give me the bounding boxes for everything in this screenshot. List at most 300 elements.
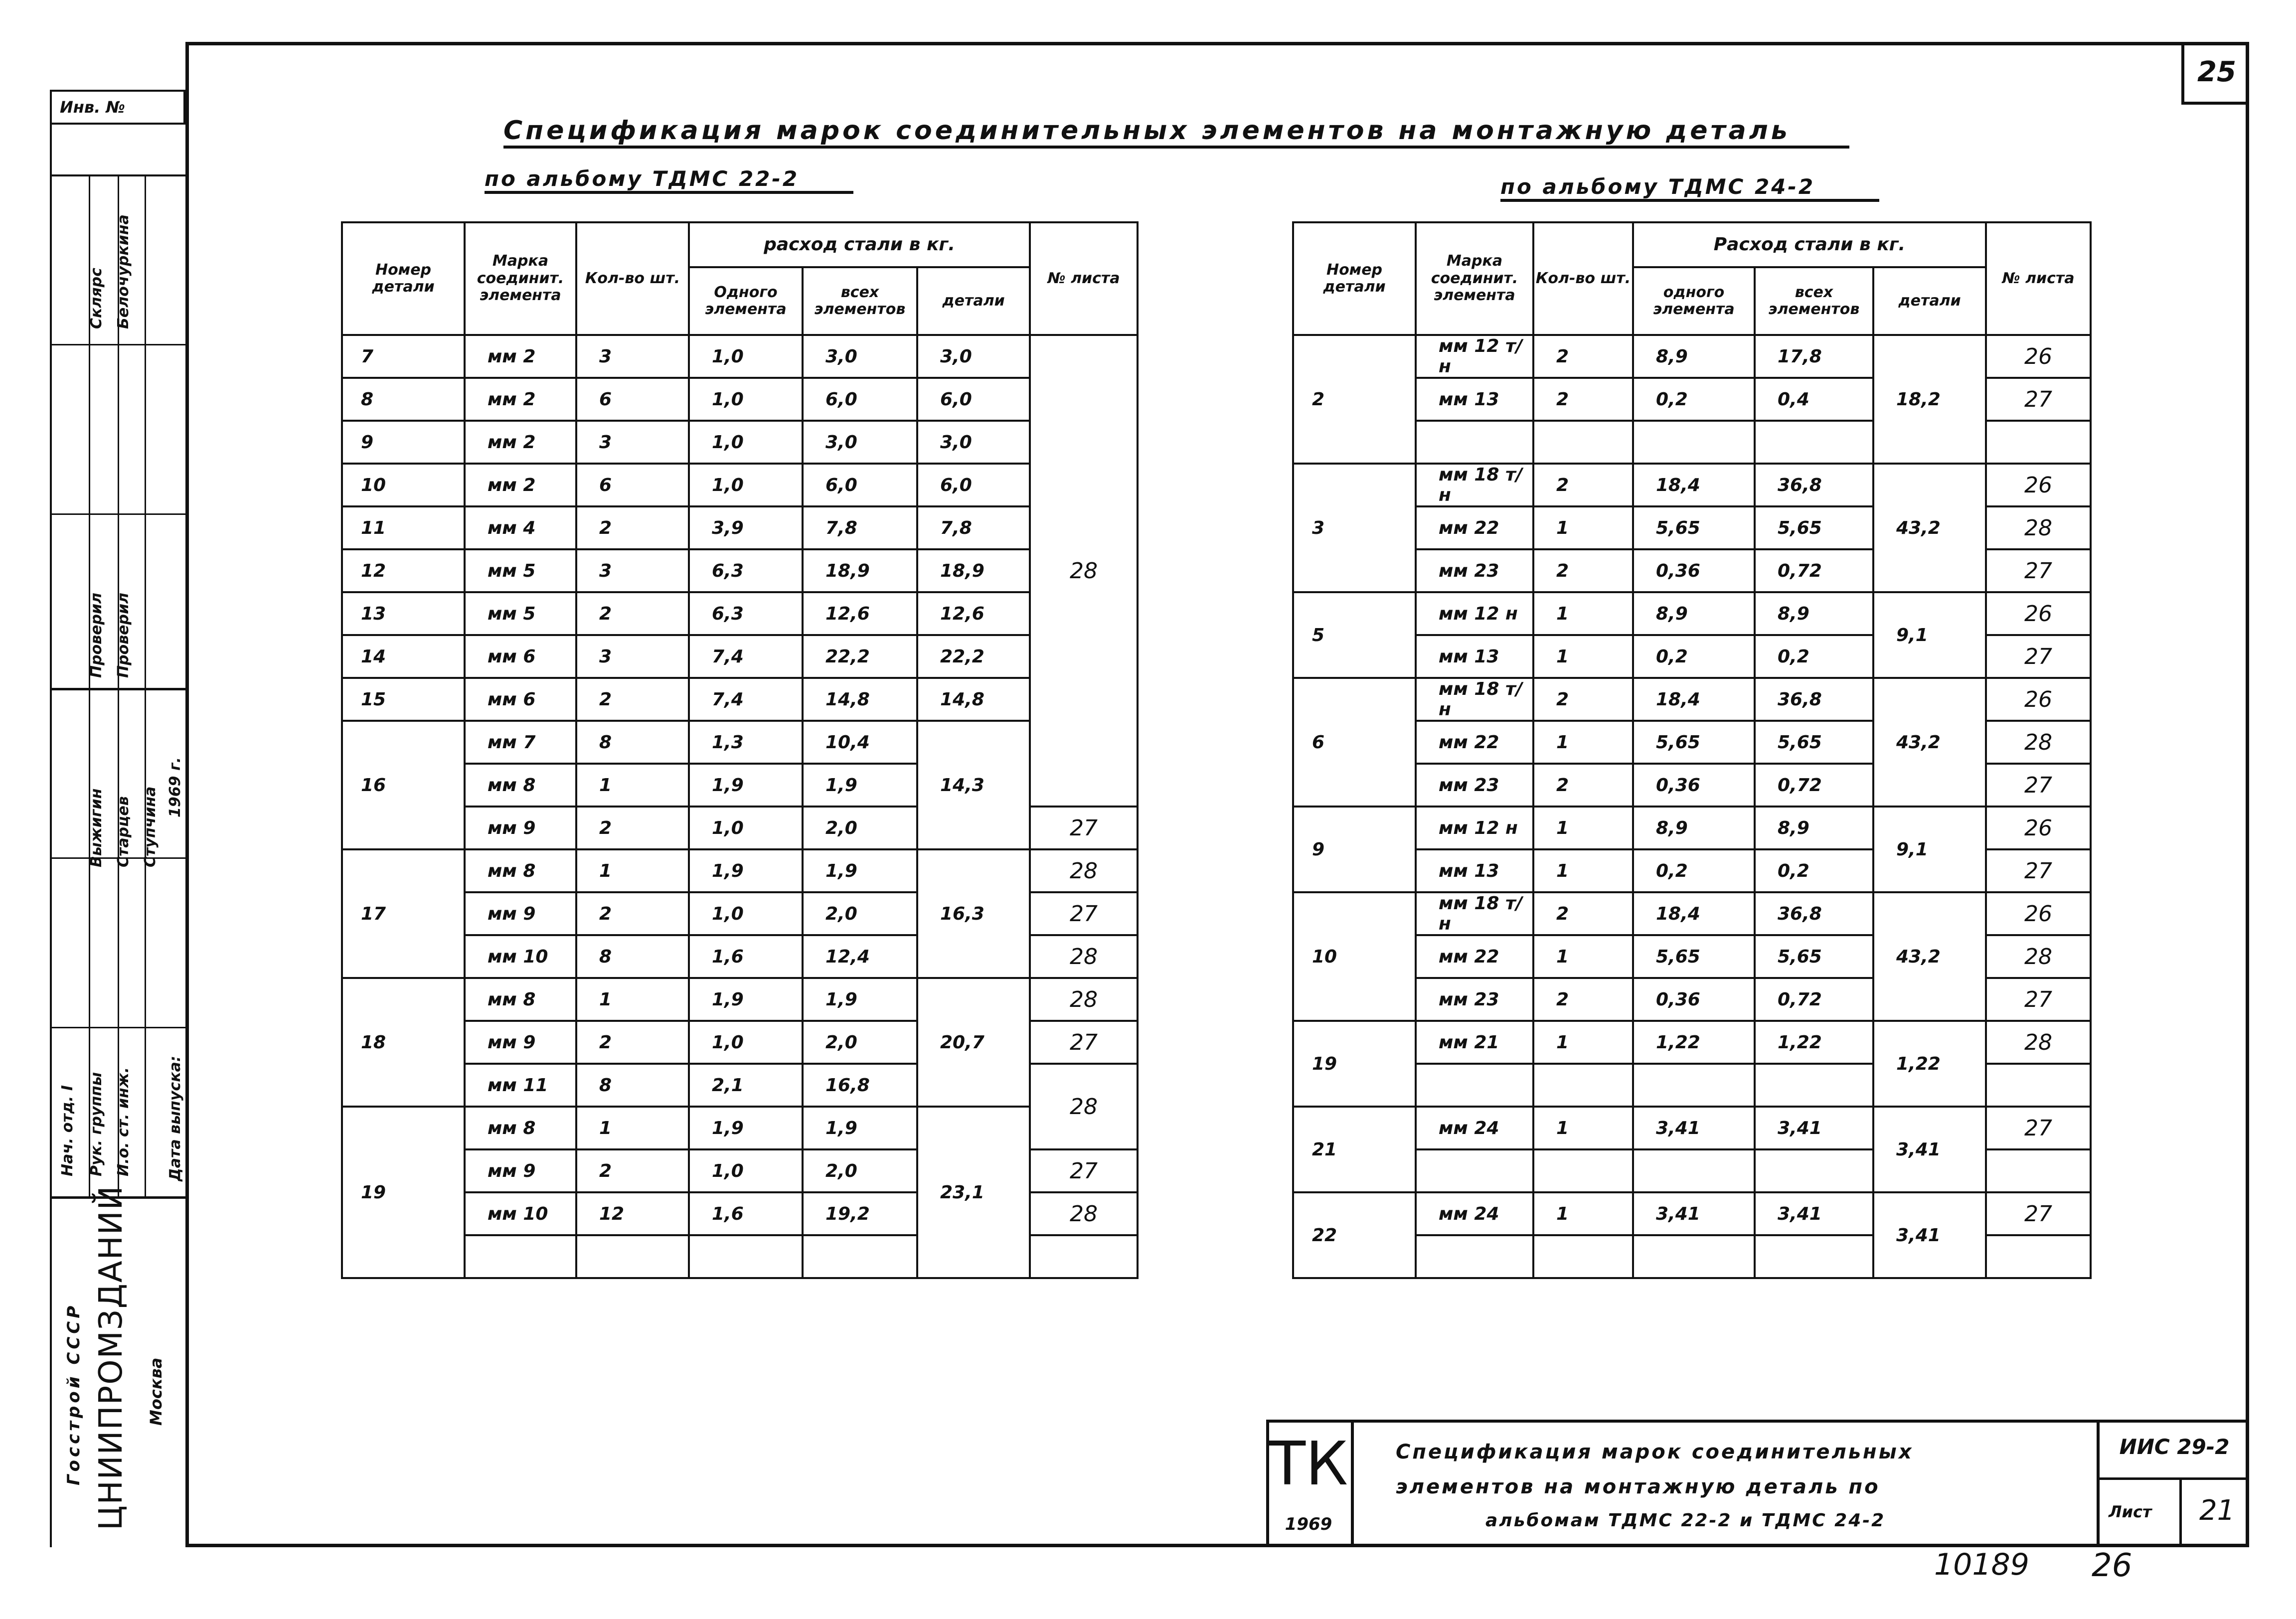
all-elements-mass: 12,4 [803, 935, 917, 978]
qty-cell: 1 [1533, 635, 1633, 678]
col-all: всех элементов [803, 267, 917, 335]
mark-cell [1416, 421, 1533, 464]
detail-number: 14 [342, 635, 465, 678]
left-subtitle: по альбому ТДМС 22-2 [485, 166, 853, 194]
one-element-mass: 1,0 [689, 1021, 803, 1064]
detail-total-mass: 14,3 [917, 721, 1030, 849]
one-element-mass: 1,9 [689, 849, 803, 892]
detail-total-mass: 43,2 [1873, 464, 1986, 592]
col-detail-total: детали [1873, 267, 1986, 335]
one-element-mass [1633, 1235, 1755, 1278]
all-elements-mass: 36,8 [1755, 464, 1873, 506]
sheet-cell: 26 [1986, 807, 2091, 849]
col-qty: Кол-во шт. [1533, 222, 1633, 335]
drawing-code: ИИС 29-2 [2119, 1435, 2230, 1459]
all-elements-mass: 8,9 [1755, 592, 1873, 635]
mark-cell: мм 23 [1416, 978, 1533, 1021]
sheet-cell: 28 [1030, 1192, 1138, 1235]
detail-number: 18 [342, 978, 465, 1107]
one-element-mass: 18,4 [1633, 464, 1755, 506]
one-element-mass: 1,0 [689, 335, 803, 378]
detail-total-mass: 3,0 [917, 421, 1030, 464]
mark-cell: мм 22 [1416, 506, 1533, 549]
tk-cell [1266, 1420, 1354, 1547]
one-element-mass: 8,9 [1633, 592, 1755, 635]
qty-cell: 1 [1533, 721, 1633, 764]
one-element-mass: 1,0 [689, 892, 803, 935]
detail-number: 8 [342, 378, 465, 421]
detail-total-mass: 3,0 [917, 335, 1030, 378]
qty-cell [1533, 421, 1633, 464]
table-row [1293, 1021, 2091, 1064]
detail-number: 10 [342, 464, 465, 506]
all-elements-mass [1755, 421, 1873, 464]
col-sheet: № листа [1030, 222, 1138, 335]
table-row [342, 335, 1138, 378]
mark-cell: мм 8 [465, 849, 576, 892]
sheet-cell: 28 [1030, 978, 1138, 1021]
table-row [1293, 1192, 2091, 1235]
table-row [342, 506, 1138, 549]
detail-number: 22 [1293, 1192, 1416, 1278]
col-mark: Марка соединит. элемента [1416, 222, 1533, 335]
col-sheet: № листа [1986, 222, 2091, 335]
one-element-mass: 0,36 [1633, 764, 1755, 807]
sheet-cell: 27 [1986, 635, 2091, 678]
col-mark: Марка соединит. элемента [465, 222, 576, 335]
detail-number: 19 [1293, 1021, 1416, 1107]
all-elements-mass: 7,8 [803, 506, 917, 549]
qty-cell: 8 [576, 1064, 689, 1107]
all-elements-mass: 3,41 [1755, 1107, 1873, 1149]
title-line-3: альбомам ТДМС 22-2 и ТДМС 24-2 [1485, 1510, 1886, 1531]
one-element-mass: 1,0 [689, 378, 803, 421]
stamp-role-5: Проверил [115, 593, 132, 678]
sheet-cell: 26 [1986, 892, 2091, 935]
all-elements-mass [803, 1235, 917, 1278]
all-elements-mass: 36,8 [1755, 678, 1873, 721]
table-row [1293, 1107, 2091, 1149]
sheet-cell [1986, 1064, 2091, 1107]
mark-cell: мм 9 [465, 1021, 576, 1064]
detail-number: 7 [342, 335, 465, 378]
qty-cell [1533, 1064, 1633, 1107]
sheet-cell: 28 [1030, 935, 1138, 978]
mark-cell: мм 23 [1416, 549, 1533, 592]
one-element-mass: 0,2 [1633, 378, 1755, 421]
mark-cell: мм 21 [1416, 1021, 1533, 1064]
col-detail-no: Номер детали [342, 222, 465, 335]
sheet-cell: 26 [1986, 464, 2091, 506]
stamp-role-3: И.о. ст. инж. [115, 1067, 132, 1176]
qty-cell: 12 [576, 1192, 689, 1235]
detail-total-mass: 6,0 [917, 378, 1030, 421]
table-row [342, 678, 1138, 721]
qty-cell: 2 [1533, 335, 1633, 378]
col-steel: Расход стали в кг. [1633, 222, 1986, 267]
all-elements-mass: 2,0 [803, 807, 917, 849]
detail-total-mass: 43,2 [1873, 892, 1986, 1021]
one-element-mass: 3,41 [1633, 1192, 1755, 1235]
table-row [1293, 464, 2091, 506]
sheet-cell: 27 [1986, 549, 2091, 592]
tk-year: 1969 [1285, 1514, 1332, 1534]
detail-number: 6 [1293, 678, 1416, 807]
mark-cell: мм 11 [465, 1064, 576, 1107]
qty-cell: 2 [1533, 678, 1633, 721]
all-elements-mass: 16,8 [803, 1064, 917, 1107]
one-element-mass: 0,36 [1633, 978, 1755, 1021]
all-elements-mass: 18,9 [803, 549, 917, 592]
mark-cell: мм 9 [465, 892, 576, 935]
one-element-mass: 1,0 [689, 464, 803, 506]
stamp-name-1: Выжигин [88, 788, 105, 867]
one-element-mass: 1,6 [689, 1192, 803, 1235]
detail-total-mass: 18,2 [1873, 335, 1986, 464]
stamp-name-2: Старцев [115, 796, 132, 867]
sheet-cell: 27 [1986, 849, 2091, 892]
qty-cell: 1 [1533, 935, 1633, 978]
qty-cell: 1 [576, 849, 689, 892]
sheet-cell: 27 [1986, 764, 2091, 807]
one-element-mass: 18,4 [1633, 678, 1755, 721]
mark-cell: мм 22 [1416, 721, 1533, 764]
mark-cell: мм 13 [1416, 378, 1533, 421]
table-row [342, 978, 1138, 1021]
stamp-role-1: Нач. отд. I [59, 1085, 76, 1176]
one-element-mass: 7,4 [689, 678, 803, 721]
code-cell [2097, 1420, 2249, 1547]
qty-cell: 2 [576, 892, 689, 935]
sheet-number: 21 [2199, 1494, 2235, 1527]
qty-cell: 1 [1533, 807, 1633, 849]
detail-total-mass: 7,8 [917, 506, 1030, 549]
one-element-mass: 5,65 [1633, 506, 1755, 549]
qty-cell: 2 [576, 506, 689, 549]
detail-number: 9 [342, 421, 465, 464]
mark-cell: мм 5 [465, 549, 576, 592]
detail-total-mass: 3,41 [1873, 1192, 1986, 1278]
mark-cell [465, 1235, 576, 1278]
one-element-mass: 1,9 [689, 764, 803, 807]
title-line-2: элементов на монтажную деталь по [1396, 1475, 1880, 1498]
qty-cell: 6 [576, 378, 689, 421]
all-elements-mass: 2,0 [803, 892, 917, 935]
all-elements-mass [1755, 1235, 1873, 1278]
sheet-cell: 27 [1986, 1192, 2091, 1235]
sheet-cell: 27 [1030, 1021, 1138, 1064]
qty-cell: 1 [1533, 592, 1633, 635]
detail-total-mass: 1,22 [1873, 1021, 1986, 1107]
mark-cell: мм 9 [465, 807, 576, 849]
mark-cell: мм 10 [465, 1192, 576, 1235]
all-elements-mass: 14,8 [803, 678, 917, 721]
mark-cell: мм 18 т/н [1416, 464, 1533, 506]
detail-number: 9 [1293, 807, 1416, 892]
qty-cell: 8 [576, 935, 689, 978]
all-elements-mass: 1,9 [803, 849, 917, 892]
mark-cell: мм 2 [465, 378, 576, 421]
all-elements-mass: 3,0 [803, 335, 917, 378]
detail-number: 12 [342, 549, 465, 592]
sheet-cell: 28 [1986, 1021, 2091, 1064]
table-row [1293, 807, 2091, 849]
detail-number: 21 [1293, 1107, 1416, 1192]
all-elements-mass: 6,0 [803, 464, 917, 506]
qty-cell: 1 [576, 1107, 689, 1149]
table-row [342, 549, 1138, 592]
org-city: Москва [147, 1357, 165, 1426]
mark-cell: мм 2 [465, 464, 576, 506]
col-one: Одного элемента [689, 267, 803, 335]
one-element-mass: 1,9 [689, 978, 803, 1021]
all-elements-mass: 8,9 [1755, 807, 1873, 849]
left-spec-table [341, 221, 1139, 1279]
sheet-cell: 28 [1030, 1064, 1138, 1149]
one-element-mass: 0,36 [1633, 549, 1755, 592]
one-element-mass: 1,0 [689, 421, 803, 464]
one-element-mass: 2,1 [689, 1064, 803, 1107]
all-elements-mass: 3,41 [1755, 1192, 1873, 1235]
table-row [1293, 892, 2091, 935]
qty-cell: 1 [1533, 1192, 1633, 1235]
qty-cell: 1 [1533, 849, 1633, 892]
all-elements-mass: 17,8 [1755, 335, 1873, 378]
all-elements-mass [1755, 1149, 1873, 1192]
col-one: одного элемента [1633, 267, 1755, 335]
qty-cell: 2 [576, 678, 689, 721]
table-row [342, 635, 1138, 678]
detail-number: 3 [1293, 464, 1416, 592]
one-element-mass: 5,65 [1633, 935, 1755, 978]
sheet-cell: 26 [1986, 592, 2091, 635]
all-elements-mass: 2,0 [803, 1021, 917, 1064]
detail-total-mass: 43,2 [1873, 678, 1986, 807]
detail-number: 11 [342, 506, 465, 549]
right-spec-table [1292, 221, 2092, 1279]
qty-cell: 3 [576, 335, 689, 378]
all-elements-mass: 0,2 [1755, 635, 1873, 678]
one-element-mass: 8,9 [1633, 335, 1755, 378]
right-subtitle: по альбому ТДМС 24-2 [1500, 174, 1879, 202]
one-element-mass: 6,3 [689, 549, 803, 592]
col-detail-total: детали [917, 267, 1030, 335]
sheet-label: Лист [2109, 1502, 2152, 1521]
mark-cell: мм 18 т/н [1416, 678, 1533, 721]
archive-number: 10189 [1934, 1547, 2029, 1582]
tk-mark: ТК [1269, 1430, 1348, 1499]
one-element-mass [1633, 1064, 1755, 1107]
qty-cell: 2 [576, 592, 689, 635]
col-qty: Кол-во шт. [576, 222, 689, 335]
org-country: Госстрой СССР [64, 1302, 84, 1485]
detail-number: 17 [342, 849, 465, 978]
qty-cell: 2 [1533, 892, 1633, 935]
one-element-mass: 7,4 [689, 635, 803, 678]
sheet-cell [1986, 1235, 2091, 1278]
one-element-mass: 8,9 [1633, 807, 1755, 849]
mark-cell [1416, 1064, 1533, 1107]
detail-number: 5 [1293, 592, 1416, 678]
detail-total-mass: 12,6 [917, 592, 1030, 635]
mark-cell: мм 7 [465, 721, 576, 764]
sheet-cell: 28 [1986, 935, 2091, 978]
table-row [1293, 335, 2091, 378]
title-line-1: Спецификация марок соединительных [1396, 1441, 1914, 1463]
mark-cell: мм 13 [1416, 635, 1533, 678]
all-elements-mass: 1,9 [803, 1107, 917, 1149]
qty-cell: 3 [576, 421, 689, 464]
mark-cell: мм 12 н [1416, 807, 1533, 849]
qty-cell: 2 [1533, 549, 1633, 592]
detail-total-mass: 22,2 [917, 635, 1030, 678]
mark-cell: мм 18 т/н [1416, 892, 1533, 935]
table-row [1293, 678, 2091, 721]
one-element-mass: 1,0 [689, 807, 803, 849]
all-elements-mass: 5,65 [1755, 935, 1873, 978]
qty-cell: 2 [576, 807, 689, 849]
all-elements-mass: 12,6 [803, 592, 917, 635]
detail-number: 13 [342, 592, 465, 635]
all-elements-mass [1755, 1064, 1873, 1107]
table-row [342, 1107, 1138, 1149]
sheet-cell: 27 [1030, 807, 1138, 849]
mark-cell [1416, 1235, 1533, 1278]
qty-cell: 6 [576, 464, 689, 506]
sheet-cell: 27 [1986, 978, 2091, 1021]
all-elements-mass: 0,4 [1755, 378, 1873, 421]
stamp-name-5: Белочуркина [115, 214, 132, 329]
detail-total-mass: 14,8 [917, 678, 1030, 721]
all-elements-mass: 1,22 [1755, 1021, 1873, 1064]
one-element-mass: 5,65 [1633, 721, 1755, 764]
qty-cell: 3 [576, 549, 689, 592]
all-elements-mass: 19,2 [803, 1192, 917, 1235]
qty-cell: 2 [1533, 764, 1633, 807]
one-element-mass: 6,3 [689, 592, 803, 635]
qty-cell: 1 [1533, 506, 1633, 549]
all-elements-mass: 6,0 [803, 378, 917, 421]
all-elements-mass: 0,72 [1755, 764, 1873, 807]
one-element-mass: 0,2 [1633, 635, 1755, 678]
all-elements-mass: 0,2 [1755, 849, 1873, 892]
mark-cell: мм 8 [465, 1107, 576, 1149]
one-element-mass: 3,9 [689, 506, 803, 549]
table-row [342, 378, 1138, 421]
footer-page: 26 [2092, 1547, 2132, 1584]
detail-total-mass: 6,0 [917, 464, 1030, 506]
qty-cell: 2 [1533, 378, 1633, 421]
stamp-name-4: Склярс [88, 268, 105, 329]
sheet-cell: 27 [1986, 1107, 2091, 1149]
detail-total-mass: 18,9 [917, 549, 1030, 592]
detail-total-mass: 9,1 [1873, 592, 1986, 678]
all-elements-mass: 5,65 [1755, 506, 1873, 549]
all-elements-mass: 1,9 [803, 764, 917, 807]
qty-cell [576, 1235, 689, 1278]
col-detail-no: Номер детали [1293, 222, 1416, 335]
qty-cell [1533, 1149, 1633, 1192]
inventory-label: Инв. № [50, 90, 185, 125]
mark-cell: мм 2 [465, 335, 576, 378]
mark-cell: мм 4 [465, 506, 576, 549]
mark-cell: мм 6 [465, 678, 576, 721]
sheet-cell: 27 [1030, 892, 1138, 935]
mark-cell: мм 9 [465, 1149, 576, 1192]
qty-cell: 2 [576, 1021, 689, 1064]
all-elements-mass: 0,72 [1755, 549, 1873, 592]
one-element-mass: 1,6 [689, 935, 803, 978]
mark-cell: мм 13 [1416, 849, 1533, 892]
mark-cell: мм 12 т/н [1416, 335, 1533, 378]
one-element-mass [1633, 1149, 1755, 1192]
sheet-cell: 26 [1986, 678, 2091, 721]
detail-number: 15 [342, 678, 465, 721]
all-elements-mass: 36,8 [1755, 892, 1873, 935]
detail-total-mass: 3,41 [1873, 1107, 1986, 1192]
qty-cell: 2 [1533, 978, 1633, 1021]
spec-title: Спецификация марок соединительных элементов на монтажную деталь [503, 116, 1849, 149]
detail-number: 19 [342, 1107, 465, 1278]
stamp-name-3: Ступчина [142, 786, 159, 867]
sheet-cell [1986, 421, 2091, 464]
sheet-cell: 28 [1030, 335, 1138, 807]
sheet-cell: 28 [1030, 849, 1138, 892]
detail-total-mass: 23,1 [917, 1107, 1030, 1278]
table-row [342, 849, 1138, 892]
mark-cell: мм 2 [465, 421, 576, 464]
one-element-mass: 3,41 [1633, 1107, 1755, 1149]
table-row [342, 592, 1138, 635]
table-row [342, 464, 1138, 506]
sheet-cell: 28 [1986, 721, 2091, 764]
mark-cell: мм 12 н [1416, 592, 1533, 635]
table-row [1293, 592, 2091, 635]
qty-cell [1533, 1235, 1633, 1278]
qty-cell: 2 [576, 1149, 689, 1192]
one-element-mass: 18,4 [1633, 892, 1755, 935]
org-name: ЦНИИПРОМЗДАНИЙ [93, 1185, 130, 1530]
detail-number: 16 [342, 721, 465, 849]
all-elements-mass: 2,0 [803, 1149, 917, 1192]
qty-cell: 8 [576, 721, 689, 764]
release-year: 1969 г. [166, 757, 184, 817]
stamp-role-2: Рук. группы [88, 1072, 105, 1176]
detail-number: 2 [1293, 335, 1416, 464]
mark-cell: мм 10 [465, 935, 576, 978]
all-elements-mass: 5,65 [1755, 721, 1873, 764]
qty-cell: 3 [576, 635, 689, 678]
all-elements-mass: 1,9 [803, 978, 917, 1021]
one-element-mass: 1,22 [1633, 1021, 1755, 1064]
qty-cell: 1 [576, 978, 689, 1021]
sheet-cell: 26 [1986, 335, 2091, 378]
one-element-mass: 1,9 [689, 1107, 803, 1149]
mark-cell [1416, 1149, 1533, 1192]
sheet-cell: 28 [1986, 506, 2091, 549]
qty-cell: 1 [1533, 1021, 1633, 1064]
qty-cell: 1 [1533, 1107, 1633, 1149]
detail-total-mass: 9,1 [1873, 807, 1986, 892]
one-element-mass: 1,3 [689, 721, 803, 764]
stamp-role-4: Проверил [88, 593, 105, 678]
qty-cell: 2 [1533, 464, 1633, 506]
sheet-cell [1986, 1149, 2091, 1192]
sheet-cell: 27 [1986, 378, 2091, 421]
mark-cell: мм 8 [465, 764, 576, 807]
all-elements-mass: 10,4 [803, 721, 917, 764]
detail-number: 10 [1293, 892, 1416, 1021]
